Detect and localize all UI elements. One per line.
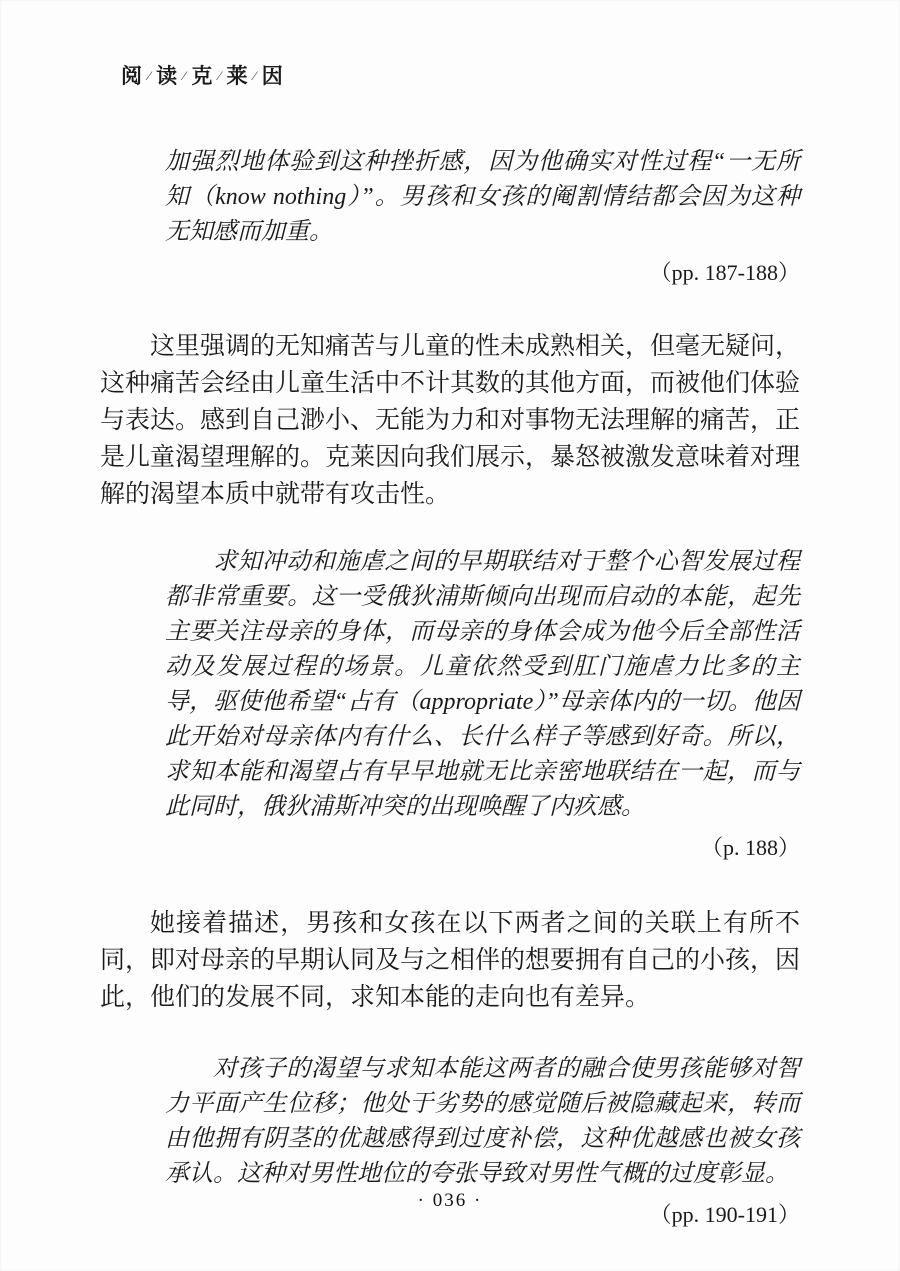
header-char: 阅 [121,64,142,88]
quote-citation: （pp. 187-188） [649,260,800,285]
running-header [121,60,283,90]
header-char: 读 [156,64,178,88]
header-separator-slash: ⁄ [148,68,151,83]
page-footer [0,1190,900,1212]
header-separator-slash: ⁄ [253,68,256,83]
quote-citation: （p. 188） [700,835,800,860]
block-quote-epistemophilic-impulse [100,545,800,865]
block-quote-continuation [100,145,800,290]
header-separator-slash: ⁄ [218,68,221,83]
header-char: 莱 [226,64,248,88]
quote-text: 求知冲动和施虐之间的早期联结对于整个心智发展过程都非常重要。这一受俄狄浦斯倾向出现而启动的本能，起先主要关注母亲的身体，而母亲的身体会成为他今后全部性活动及发展过程的场景。儿童依然受到肛门施虐力比多的主导，驱使他希望“占有（appropriate）”母亲体内的一切。他因此开始对母亲体内有什么、长什么样子等感到好奇。所以，求知本能和渴望占有早早地就无比亲密地联结在一起，而与此同时，俄狄浦斯冲突的出现唤醒了内疚感。 [165,549,800,820]
quote-citation: （pp. 190-191） [649,1202,800,1227]
header-separator-slash: ⁄ [183,68,186,83]
page-content [100,145,800,1232]
page-number: · 036 · [417,1190,483,1211]
body-paragraph: 她接着描述，男孩和女孩在以下两者之间的关联上有所不同，即对母亲的早期认同及与之相伴的想要拥有自己的小孩，因此，他们的发展不同，求知本能的走向也有差异。 [100,910,801,1011]
header-char: 因 [261,64,283,88]
header-char: 克 [191,64,213,88]
quote-text: 对孩子的渴望与求知本能这两者的融合使男孩能够对智力平面产生位移；他处于劣势的感觉随后被隐藏起来，转而由他拥有阴茎的优越感得到过度补偿，这种优越感也被女孩承认。这种对男性地位的夸张导致对男性气概的过度彰显。 [165,1056,800,1187]
body-paragraph: 这里强调的无知痛苦与儿童的性未成熟相关，但毫无疑问，这种痛苦会经由儿童生活中不计其数的其他方面，而被他们体验与表达。感到自己渺小、无能为力和对事物无法理解的痛苦，正是儿童渴望理解的。克莱因向我们展示，暴怒被激发意味着对理解的渴望本质中就带有攻击性。 [100,333,801,508]
quote-text: 加强烈地体验到这种挫折感，因为他确实对性过程“一无所知（know nothing）”。男孩和女孩的阉割情结都会因为这种无知感而加重。 [165,149,800,245]
